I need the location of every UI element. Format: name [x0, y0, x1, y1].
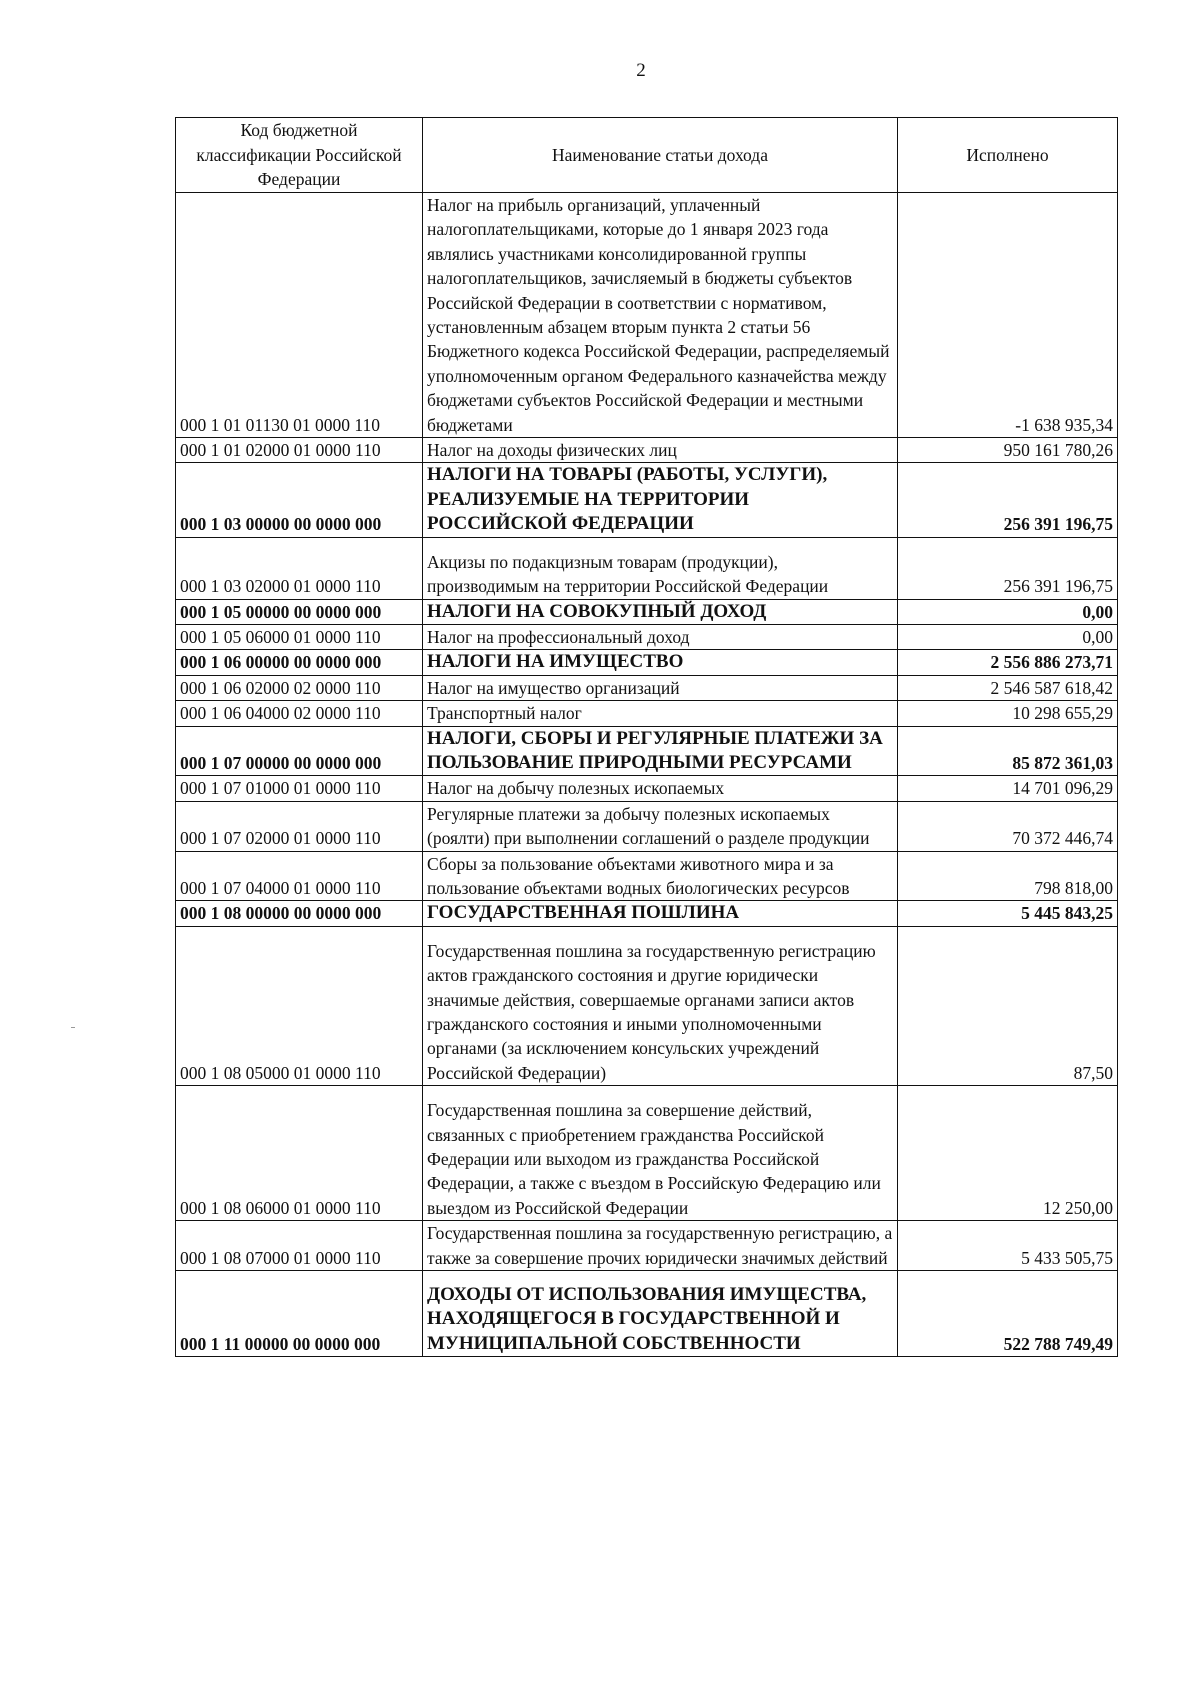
row-value: 14 701 096,29: [898, 776, 1118, 801]
row-name: Государственная пошлина за государственную регистрацию, а также за совершение прочих юридически значимых действий: [423, 1221, 898, 1271]
row-code: 000 1 08 00000 00 0000 000: [176, 901, 423, 926]
row-name: НАЛОГИ НА СОВОКУПНЫЙ ДОХОД: [423, 599, 898, 624]
row-value: 5 445 843,25: [898, 901, 1118, 926]
row-name: НАЛОГИ НА ТОВАРЫ (РАБОТЫ, УСЛУГИ), РЕАЛИЗУЕМЫЕ НА ТЕРРИТОРИИ РОССИЙСКОЙ ФЕДЕРАЦИИ: [423, 463, 898, 537]
row-name: Сборы за пользование объектами животного мира и за пользование объектами водных биологических ресурсов: [423, 851, 898, 901]
table-row: [176, 1221, 1118, 1271]
row-value: 256 391 196,75: [898, 537, 1118, 599]
table-row: [176, 537, 1118, 599]
row-name: ДОХОДЫ ОТ ИСПОЛЬЗОВАНИЯ ИМУЩЕСТВА, НАХОДЯЩЕГОСЯ В ГОСУДАРСТВЕННОЙ И МУНИЦИПАЛЬНОЙ СОБСТВЕННОСТИ: [423, 1271, 898, 1357]
table-header-row: [176, 118, 1118, 193]
row-value: 950 161 780,26: [898, 438, 1118, 463]
header-name: Наименование статьи дохода: [423, 118, 898, 193]
row-code: 000 1 08 06000 01 0000 110: [176, 1086, 423, 1221]
page-number: 2: [636, 60, 646, 81]
row-code: 000 1 01 02000 01 0000 110: [176, 438, 423, 463]
row-name: Акцизы по подакцизным товарам (продукции), производимым на территории Российской Федерации: [423, 537, 898, 599]
table-row: [176, 701, 1118, 726]
row-value: 87,50: [898, 926, 1118, 1085]
table-row: [176, 851, 1118, 901]
table-row: [176, 1086, 1118, 1221]
table-row: [176, 801, 1118, 851]
row-name: Налог на профессиональный доход: [423, 624, 898, 649]
row-name: НАЛОГИ, СБОРЫ И РЕГУЛЯРНЫЕ ПЛАТЕЖИ ЗА ПОЛЬЗОВАНИЕ ПРИРОДНЫМИ РЕСУРСАМИ: [423, 726, 898, 776]
row-code: 000 1 06 00000 00 0000 000: [176, 650, 423, 675]
table-row-section: [176, 726, 1118, 776]
row-value: 256 391 196,75: [898, 463, 1118, 537]
row-value: 85 872 361,03: [898, 726, 1118, 776]
table-row-section: [176, 901, 1118, 926]
row-name: Налог на прибыль организаций, уплаченный налогоплательщиками, которые до 1 января 2023 года являлись участниками консолидированной группы налогоплательщиков, зачисляемый в бюджеты субъектов Российской Федерации в соответствии с нормативом, установленным абзацем вторым пункта 2 статьи 56 Бюджетного кодекса Российской Федерации, распределяемый уполномоченным органом Федерального казначейства между бюджетами субъектов Российской Федерации и местными бюджетами: [423, 193, 898, 438]
row-code: 000 1 07 04000 01 0000 110: [176, 851, 423, 901]
table-row: [176, 624, 1118, 649]
row-code: 000 1 11 00000 00 0000 000: [176, 1271, 423, 1357]
row-value: 0,00: [898, 624, 1118, 649]
row-name: Государственная пошлина за совершение действий, связанных с приобретением гражданства Российской Федерации или выходом из гражданства Российской Федерации, а также с въездом в Российскую Федерацию или выездом из Российской Федерации: [423, 1086, 898, 1221]
row-name: Налог на доходы физических лиц: [423, 438, 898, 463]
row-value: 12 250,00: [898, 1086, 1118, 1221]
table-row-section: [176, 1271, 1118, 1357]
table-row: [176, 193, 1118, 438]
row-code: 000 1 05 00000 00 0000 000: [176, 599, 423, 624]
row-value: 2 556 886 273,71: [898, 650, 1118, 675]
row-value: 0,00: [898, 599, 1118, 624]
row-name: Транспортный налог: [423, 701, 898, 726]
row-code: 000 1 03 02000 01 0000 110: [176, 537, 423, 599]
row-code: 000 1 08 07000 01 0000 110: [176, 1221, 423, 1271]
row-code: 000 1 03 00000 00 0000 000: [176, 463, 423, 537]
header-code: Код бюджетной классификации Российской Федерации: [176, 118, 423, 193]
row-code: 000 1 06 02000 02 0000 110: [176, 675, 423, 700]
row-value: 522 788 749,49: [898, 1271, 1118, 1357]
row-name: Налог на добычу полезных ископаемых: [423, 776, 898, 801]
revenue-table: [175, 117, 1118, 1357]
row-name: ГОСУДАРСТВЕННАЯ ПОШЛИНА: [423, 901, 898, 926]
row-value: 798 818,00: [898, 851, 1118, 901]
table-row: [176, 675, 1118, 700]
row-code: 000 1 08 05000 01 0000 110: [176, 926, 423, 1085]
table-row-section: [176, 599, 1118, 624]
row-value: 5 433 505,75: [898, 1221, 1118, 1271]
row-code: 000 1 01 01130 01 0000 110: [176, 193, 423, 438]
row-name: Государственная пошлина за государственную регистрацию актов гражданского состояния и другие юридически значимые действия, совершаемые органами записи актов гражданского состояния и иными уполномоченными органами (за исключением консульских учреждений Российской Федерации): [423, 926, 898, 1085]
row-value: 70 372 446,74: [898, 801, 1118, 851]
row-name: Налог на имущество организаций: [423, 675, 898, 700]
scan-artifact: [71, 1027, 75, 1028]
row-value: 10 298 655,29: [898, 701, 1118, 726]
row-code: 000 1 05 06000 01 0000 110: [176, 624, 423, 649]
table-row-section: [176, 650, 1118, 675]
table-row: [176, 438, 1118, 463]
row-value: -1 638 935,34: [898, 193, 1118, 438]
table-row: [176, 926, 1118, 1085]
row-name: НАЛОГИ НА ИМУЩЕСТВО: [423, 650, 898, 675]
row-code: 000 1 07 02000 01 0000 110: [176, 801, 423, 851]
row-code: 000 1 07 00000 00 0000 000: [176, 726, 423, 776]
row-code: 000 1 06 04000 02 0000 110: [176, 701, 423, 726]
table-row-section: [176, 463, 1118, 537]
row-name: Регулярные платежи за добычу полезных ископаемых (роялти) при выполнении соглашений о разделе продукции: [423, 801, 898, 851]
row-code: 000 1 07 01000 01 0000 110: [176, 776, 423, 801]
table-row: [176, 776, 1118, 801]
header-executed: Исполнено: [898, 118, 1118, 193]
row-value: 2 546 587 618,42: [898, 675, 1118, 700]
